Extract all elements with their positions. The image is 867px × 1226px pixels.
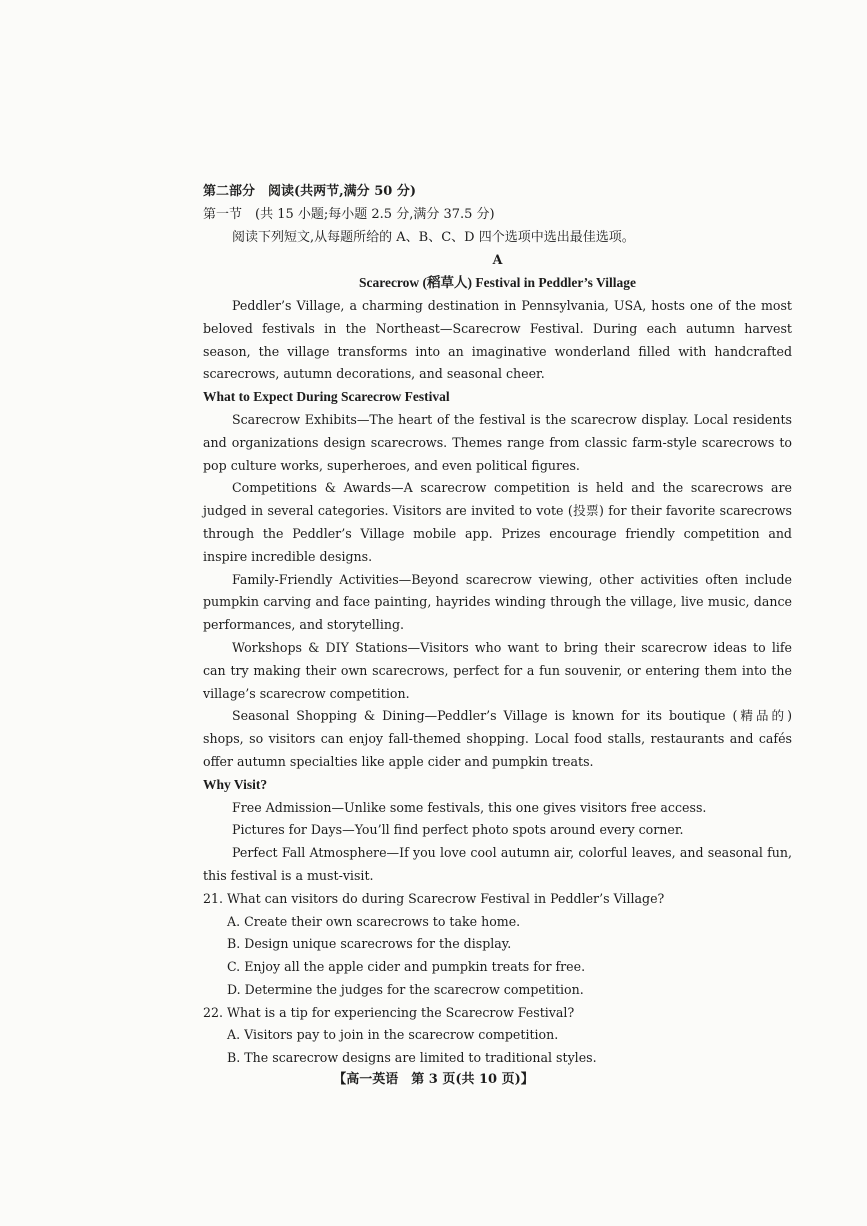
paragraph-workshops: Workshops & DIY Stations—Visitors who want to bring their scarecrow ideas to life can try making their own scarecrows, perfect for a fun souvenir, or entering them into the village’s scarecrow competition. — [203, 639, 792, 701]
paragraph-exhibits: Scarecrow Exhibits—The heart of the festival is the scarecrow display. Local residents and organizations design scarecrows. Themes range from classic farm-style scarecrows to pop culture works, superheroes, and even political figures. — [203, 411, 792, 473]
paragraph-competitions: Competitions & Awards—A scarecrow competition is held and the scarecrows are judged in several categories. Visitors are invited to vote (投票) for their favorite scarecrows through the Peddler’s Village mobile app. Prizes encourage friendly competition and inspire incredible designs. — [203, 480, 792, 564]
part-title: 第二部分 阅读(共两节,满分 50 分) — [203, 184, 416, 199]
question-22 — [203, 1002, 792, 1070]
passage-title: Scarecrow (稻草人) Festival in Peddler’s Village — [358, 275, 637, 291]
option-a: A. Visitors pay to join in the scarecrow competition. — [227, 1027, 559, 1043]
question-stem: 21. What can visitors do during Scarecrow Festival in Peddler’s Village? — [203, 890, 665, 906]
option-d: D. Determine the judges for the scarecrow competition. — [227, 981, 584, 997]
option-b: B. The scarecrow designs are limited to traditional styles. — [227, 1050, 597, 1066]
heading-what-to-expect: What to Expect During Scarecrow Festival — [203, 389, 450, 405]
paragraph-pictures: Pictures for Days—You’ll find perfect photo spots around every corner. — [232, 822, 684, 838]
paragraph-shopping: Seasonal Shopping & Dining—Peddler’s Village is known for its boutique (精品的) shops, so visitors can enjoy fall-themed shopping. Local food stalls, restaurants and cafés offer autumn specialties like apple cider and pumpkin treats. — [203, 708, 792, 769]
question-stem: 22. What is a tip for experiencing the Scarecrow Festival? — [203, 1004, 575, 1020]
paragraph-family: Family-Friendly Activities—Beyond scarecrow viewing, other activities often include pumpkin carving and face painting, hayrides winding through the village, live music, dance performances, and storytelling. — [203, 571, 792, 633]
section-title: 第一节 (共 15 小题;每小题 2.5 分,满分 37.5 分) — [203, 206, 495, 222]
passage-intro: Peddler’s Village, a charming destination in Pennsylvania, USA, hosts one of the most beloved festivals in the Northeast—Scarecrow Festival. During each autumn harvest season, the village transforms into an imaginative wonderland filled with handcrafted scarecrows, autumn decorations, and seasonal cheer. — [203, 297, 792, 382]
passage-letter: A — [492, 252, 503, 268]
instruction: 阅读下列短文,从每题所给的 A、B、C、D 四个选项中选出最佳选项。 — [232, 229, 635, 245]
paragraph-free-admission: Free Admission—Unlike some festivals, this one gives visitors free access. — [232, 799, 707, 815]
question-21 — [203, 888, 792, 1002]
option-a: A. Create their own scarecrows to take home. — [227, 913, 521, 929]
page-content — [203, 181, 792, 1070]
option-c: C. Enjoy all the apple cider and pumpkin treats for free. — [227, 959, 586, 975]
heading-why-visit: Why Visit? — [203, 776, 268, 792]
option-b: B. Design unique scarecrows for the display. — [227, 936, 512, 952]
page-footer: 【高一英语 第 3 页(共 10 页)】 — [333, 1072, 534, 1087]
paragraph-atmosphere: Perfect Fall Atmosphere—If you love cool autumn air, colorful leaves, and seasonal fun, this festival is a must-visit. — [203, 845, 792, 883]
